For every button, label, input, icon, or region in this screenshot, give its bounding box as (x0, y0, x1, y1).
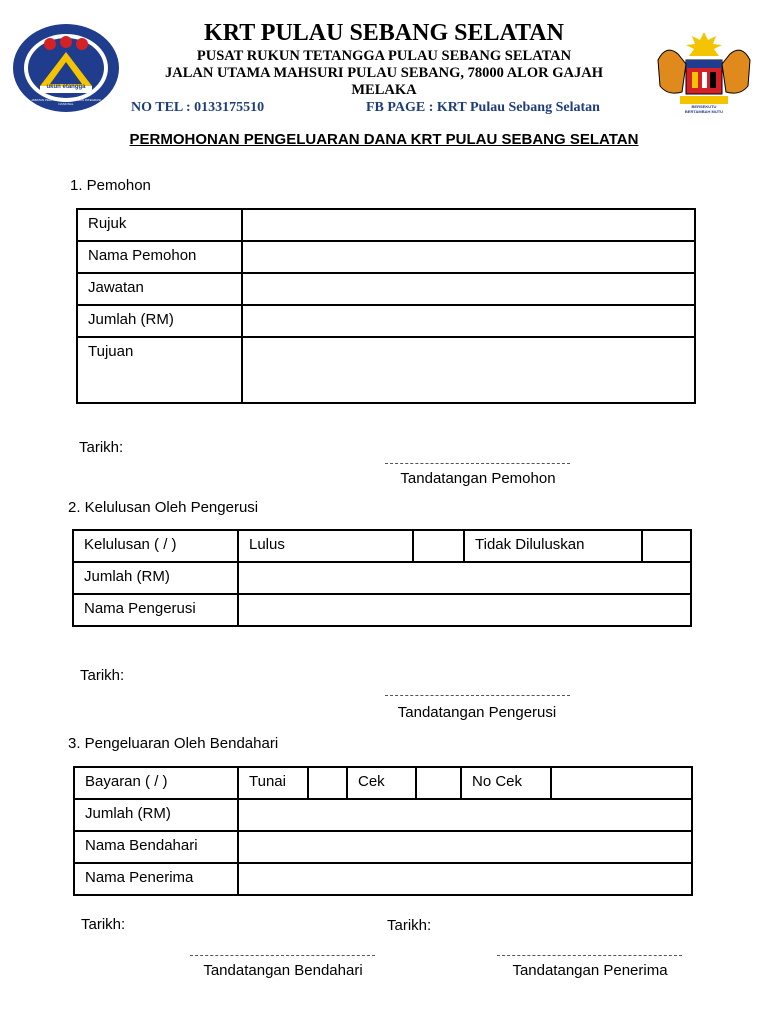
crest-motto: BERSEKUTU BERTAMBAH MUTU (684, 104, 724, 114)
table-row (77, 209, 695, 241)
rejected-option-label: Tidak Diluluskan (464, 530, 642, 562)
facebook-page: FB PAGE : KRT Pulau Sebang Selatan (366, 100, 600, 115)
chairman-signature-label: Tandatangan Pengerusi (397, 704, 557, 721)
phone-number: NO TEL : 0133175510 (131, 100, 265, 115)
recipient-date-label: Tarikh: (387, 917, 432, 934)
section-1-title: 1. Pemohon (70, 177, 151, 194)
row-label: Nama Pengerusi (73, 594, 238, 626)
treasurer-name-field[interactable] (238, 831, 692, 863)
table-row (73, 594, 691, 626)
logo-left-text: ukun etangga (46, 84, 86, 90)
position-field[interactable] (242, 273, 695, 305)
table-row (74, 863, 692, 895)
applicant-name-field[interactable] (242, 241, 695, 273)
chairman-signature-line[interactable] (385, 695, 570, 696)
disbursed-amount-field[interactable] (238, 799, 692, 831)
address-line-3: MELAKA (351, 82, 417, 98)
approval-table (72, 529, 692, 627)
cash-option-label: Tunai (238, 767, 308, 799)
row-label: Nama Pemohon (77, 241, 242, 273)
chairman-date-label: Tarikh: (80, 667, 125, 684)
applicant-table (76, 208, 696, 404)
address-line-2: JALAN UTAMA MAHSURI PULAU SEBANG, 78000 ALOR GAJAH (165, 65, 603, 81)
disbursement-table (73, 766, 693, 896)
table-row (74, 831, 692, 863)
recipient-name-field[interactable] (238, 863, 692, 895)
applicant-date-label: Tarikh: (79, 439, 124, 456)
rejected-checkbox[interactable] (642, 530, 691, 562)
row-label: Jumlah (RM) (73, 562, 238, 594)
treasurer-date-label: Tarikh: (81, 916, 126, 933)
row-label: Jumlah (RM) (74, 799, 238, 831)
table-row (74, 799, 692, 831)
applicant-signature-label: Tandatangan Pemohon (400, 470, 556, 487)
cash-checkbox[interactable] (308, 767, 347, 799)
table-row (73, 530, 691, 562)
row-label: Rujuk (77, 209, 242, 241)
treasurer-signature-line[interactable] (190, 955, 375, 956)
chairman-name-field[interactable] (238, 594, 691, 626)
row-label: Tujuan (77, 337, 242, 403)
approved-amount-field[interactable] (238, 562, 691, 594)
table-row (77, 273, 695, 305)
table-row (77, 305, 695, 337)
row-label: Jawatan (77, 273, 242, 305)
approved-checkbox[interactable] (413, 530, 464, 562)
applicant-signature-line[interactable] (385, 463, 570, 464)
section-2-title: 2. Kelulusan Oleh Pengerusi (68, 499, 259, 516)
row-label: Nama Penerima (74, 863, 238, 895)
table-row (73, 562, 691, 594)
recipient-signature-line[interactable] (497, 955, 682, 956)
cheque-checkbox[interactable] (416, 767, 461, 799)
row-label: Jumlah (RM) (77, 305, 242, 337)
cheque-number-label: No Cek (461, 767, 551, 799)
purpose-field[interactable] (242, 337, 695, 403)
approved-option-label: Lulus (238, 530, 413, 562)
logo-left-ring-text: JABATAN PERPADUAN NEGARA DAN INTEGRASI NASIONAL (31, 98, 101, 106)
cheque-number-field[interactable] (551, 767, 692, 799)
table-row (77, 337, 695, 403)
approval-label: Kelulusan ( / ) (73, 530, 238, 562)
cheque-option-label: Cek (347, 767, 416, 799)
payment-label: Bayaran ( / ) (74, 767, 238, 799)
recipient-signature-label: Tandatangan Penerima (512, 962, 668, 979)
amount-field[interactable] (242, 305, 695, 337)
address-line-1: PUSAT RUKUN TETANGGA PULAU SEBANG SELATAN (196, 48, 572, 64)
row-label: Nama Bendahari (74, 831, 238, 863)
organization-title: KRT PULAU SEBANG SELATAN (204, 20, 564, 46)
reference-field[interactable] (242, 209, 695, 241)
form-title: PERMOHONAN PENGELUARAN DANA KRT PULAU SEBANG SELATAN (129, 131, 639, 148)
table-row (77, 241, 695, 273)
table-row (74, 767, 692, 799)
section-3-title: 3. Pengeluaran Oleh Bendahari (68, 735, 279, 752)
treasurer-signature-label: Tandatangan Bendahari (203, 962, 363, 979)
